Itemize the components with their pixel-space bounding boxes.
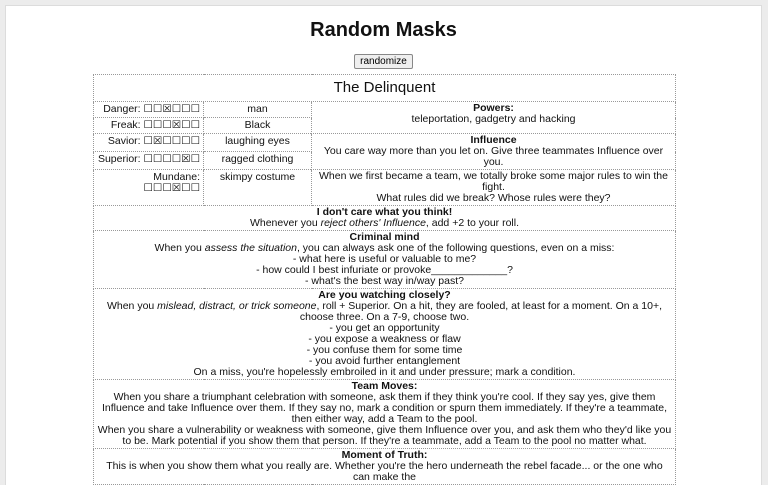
label-mundane[interactable]: Mundane: ☐☐☐☒☐☐ bbox=[94, 170, 204, 206]
move-criminal-mind: Criminal mind When you assess the situation, you can always ask one of the following questions, even on a miss: - what here is useful or valuable to me? - how could I best infuriate or provoke_____________? - what's the best way in/way past? bbox=[94, 231, 676, 289]
move-dont-care: I don't care what you think! Whenever you reject others' Influence, add +2 to your roll. bbox=[94, 206, 676, 231]
backstory: When we first became a team, we totally broke some major rules to win the fight. What rules did we break? Whose rules were they? bbox=[312, 170, 676, 206]
team-moves: Team Moves: When you share a triumphant celebration with someone, ask them if they think you're cool. If they say yes, give them Influence and take Influence over them. If they say no, mark a condition or spurn them immediately. If they're a teammate, then either way, add a Team to the pool. When you share a vulnerability or weakness with someone, give them Influence over you, and ask them who they'd like you to be. Mark potential if you show them that person. If they're a teammate, add a Team to the pool no matter what. bbox=[94, 380, 676, 449]
influence: Influence You care way more than you let on. Give three teammates Influence over you. bbox=[312, 134, 676, 170]
look-gender: man bbox=[204, 102, 312, 118]
powers: Powers: teleportation, gadgetry and hacking bbox=[312, 102, 676, 134]
character-sheet bbox=[93, 74, 676, 485]
look-costume: skimpy costume bbox=[204, 170, 312, 206]
page-title: Random Masks bbox=[310, 19, 457, 41]
playbook-title: The Delinquent bbox=[94, 75, 676, 102]
move-watching-closely: Are you watching closely? When you mislead, distract, or trick someone, roll + Superior. On a hit, they are fooled, at least for a moment. On a 10+, choose three. On a 7-9, choose two. - you get an opportunity - you expose a weakness or flaw - you confuse them for some time - you avoid further entanglement On a miss, you're hopelessly embroiled in it and under pressure; mark a condition. bbox=[94, 289, 676, 380]
randomize-button[interactable]: randomize bbox=[354, 54, 413, 69]
page bbox=[5, 5, 762, 485]
label-danger[interactable]: Danger: ☐☐☒☐☐☐ bbox=[94, 102, 204, 118]
moment-of-truth: Moment of Truth: This is when you show them what you really are. Whether you're the hero underneath the rebel facade... or the one who can make the bbox=[94, 449, 676, 485]
label-superior[interactable]: Superior: ☐☐☐☐☒☐ bbox=[94, 152, 204, 170]
label-savior[interactable]: Savior: ☐☒☐☐☐☐ bbox=[94, 134, 204, 152]
look-race: Black bbox=[204, 118, 312, 134]
label-freak[interactable]: Freak: ☐☐☐☒☐☐ bbox=[94, 118, 204, 134]
look-eyes: laughing eyes bbox=[204, 134, 312, 152]
look-clothing: ragged clothing bbox=[204, 152, 312, 170]
